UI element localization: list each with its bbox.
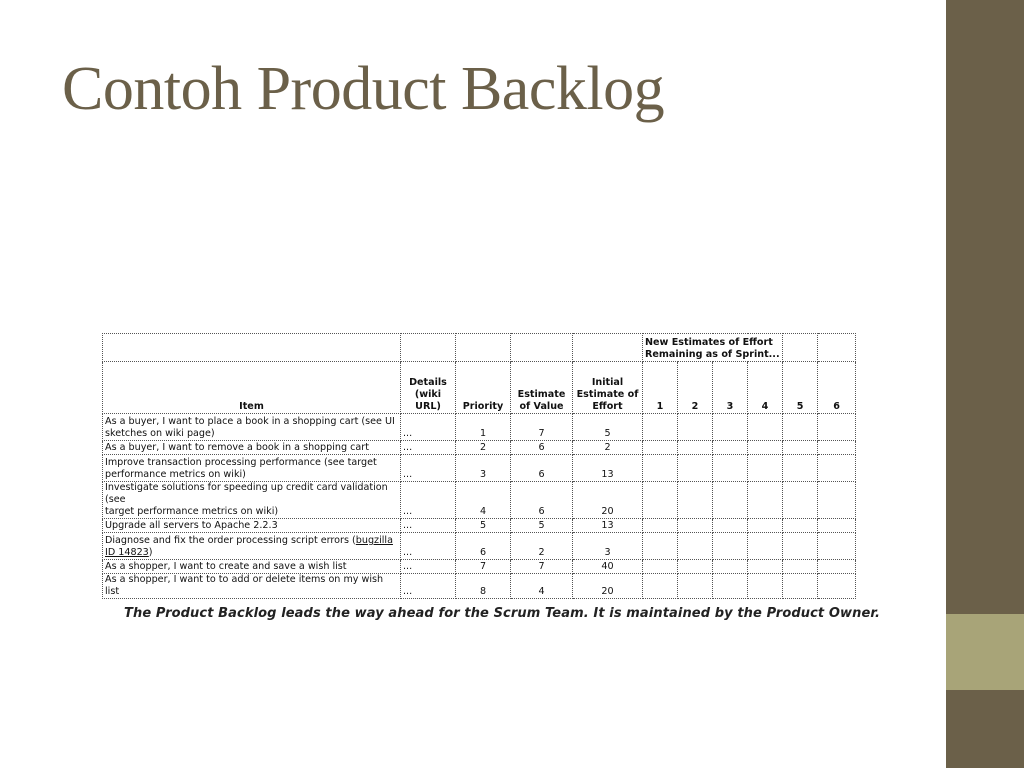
header-row-sprint-group [103,334,856,362]
details-cell: ... [401,533,456,560]
value-cell: 7 [511,560,573,574]
col-sprint-2-header: 2 [678,362,713,414]
value-cell: 6 [511,441,573,455]
value-cell: 4 [511,574,573,599]
item-cell: Investigate solutions for speeding up credit card validation (see target performance metrics on wiki) [103,482,401,519]
effort-cell: 2 [573,441,643,455]
col-sprint-5-header: 5 [783,362,818,414]
effort-cell: 3 [573,533,643,560]
priority-cell: 7 [456,560,511,574]
details-cell: ... [401,519,456,533]
item-cell: As a buyer, I want to remove a book in a shopping cart [103,441,401,455]
priority-cell: 5 [456,519,511,533]
details-cell: ... [401,574,456,599]
details-cell: ... [401,482,456,519]
table-row [103,574,856,599]
table-row [103,455,856,482]
table-row [103,533,856,560]
col-sprint-3-header: 3 [713,362,748,414]
effort-cell: 40 [573,560,643,574]
value-cell: 2 [511,533,573,560]
col-value-header: Estimate of Value [511,362,573,414]
col-sprint-6-header: 6 [818,362,856,414]
effort-cell: 5 [573,414,643,441]
item-cell: As a shopper, I want to to add or delete items on my wish list [103,574,401,599]
priority-cell: 6 [456,533,511,560]
sidebar-light-band [946,614,1024,690]
table-row [103,519,856,533]
priority-cell: 1 [456,414,511,441]
bugzilla-link[interactable]: bugzilla ID 14823 [105,535,393,558]
priority-cell: 8 [456,574,511,599]
col-initial-effort-header: Initial Estimate of Effort [573,362,643,414]
item-cell: As a buyer, I want to place a book in a shopping cart (see UI sketches on wiki page) [103,414,401,441]
details-cell: ... [401,414,456,441]
item-cell: Improve transaction processing performance (see target performance metrics on wiki) [103,455,401,482]
value-cell: 5 [511,519,573,533]
effort-cell: 13 [573,519,643,533]
header-row-columns [103,362,856,414]
new-estimates-header: New Estimates of Effort Remaining as of Sprint... [643,334,783,362]
table-caption: The Product Backlog leads the way ahead for the Scrum Team. It is maintained by the Product Owner. [124,606,881,621]
details-cell: ... [401,560,456,574]
col-details-header: Details (wiki URL) [401,362,456,414]
details-cell: ... [401,455,456,482]
effort-cell: 20 [573,574,643,599]
table-row [103,441,856,455]
priority-cell: 2 [456,441,511,455]
col-priority-header: Priority [456,362,511,414]
details-cell: ... [401,441,456,455]
item-cell: As a shopper, I want to create and save a wish list [103,560,401,574]
value-cell: 7 [511,414,573,441]
effort-cell: 13 [573,455,643,482]
priority-cell: 3 [456,455,511,482]
col-item-header: Item [103,362,401,414]
priority-cell: 4 [456,482,511,519]
table-row [103,414,856,441]
col-sprint-4-header: 4 [748,362,783,414]
slide-title: Contoh Product Backlog [62,55,665,123]
item-cell: Diagnose and fix the order processing script errors (bugzilla ID 14823) [103,533,401,560]
table-row [103,482,856,519]
effort-cell: 20 [573,482,643,519]
item-cell: Upgrade all servers to Apache 2.2.3 [103,519,401,533]
product-backlog-table [102,333,856,599]
col-sprint-1-header: 1 [643,362,678,414]
value-cell: 6 [511,455,573,482]
value-cell: 6 [511,482,573,519]
table-row [103,560,856,574]
